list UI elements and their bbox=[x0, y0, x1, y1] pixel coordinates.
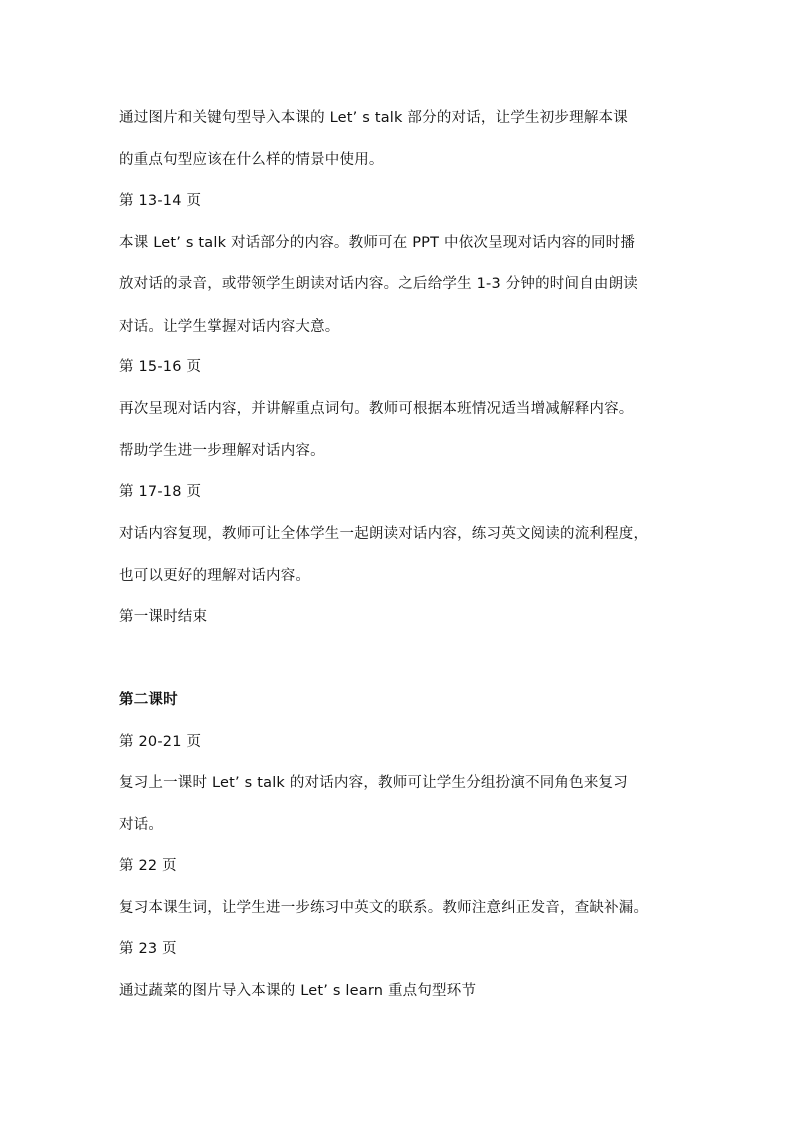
paragraph-line: 也可以更好的理解对话内容。 bbox=[119, 568, 311, 584]
page-heading: 第 17-18 页 bbox=[119, 484, 202, 500]
paragraph-line: 复习上一课时 Let’ s talk 的对话内容，教师可让学生分组扮演不同角色来复习 bbox=[119, 775, 628, 791]
paragraph-line: 本课 Let’ s talk 对话部分的内容。教师可在 PPT 中依次呈现对话内容的同时播 bbox=[119, 235, 636, 251]
paragraph-line: 帮助学生进一步理解对话内容。 bbox=[119, 443, 325, 459]
page-heading: 第 22 页 bbox=[119, 858, 177, 874]
page-heading: 第 15-16 页 bbox=[119, 359, 202, 375]
paragraph-line: 对话内容复现，教师可让全体学生一起朗读对话内容，练习英文阅读的流利程度， bbox=[119, 526, 649, 542]
paragraph-line: 复习本课生词，让学生进一步练习中英文的联系。教师注意纠正发音，查缺补漏。 bbox=[119, 900, 649, 916]
paragraph-line: 对话。让学生掌握对话内容大意。 bbox=[119, 319, 340, 335]
paragraph-line: 对话。 bbox=[119, 817, 164, 833]
paragraph-line: 通过图片和关键句型导入本课的 Let’ s talk 部分的对话，让学生初步理解本课 bbox=[119, 110, 628, 126]
page-heading: 第 23 页 bbox=[119, 941, 177, 957]
paragraph-line: 通过蔬菜的图片导入本课的 Let’ s learn 重点句型环节 bbox=[119, 983, 477, 999]
paragraph-line: 放对话的录音，或带领学生朗读对话内容。之后给学生 1-3 分钟的时间自由朗读 bbox=[119, 276, 638, 292]
page-heading: 第 20-21 页 bbox=[119, 734, 202, 750]
paragraph-line: 再次呈现对话内容，并讲解重点词句。教师可根据本班情况适当增减解释内容。 bbox=[119, 401, 634, 417]
section-end-note: 第一课时结束 bbox=[119, 609, 208, 625]
section-title: 第二课时 bbox=[119, 692, 178, 708]
paragraph-line: 的重点句型应该在什么样的情景中使用。 bbox=[119, 152, 384, 168]
page-heading: 第 13-14 页 bbox=[119, 193, 202, 209]
